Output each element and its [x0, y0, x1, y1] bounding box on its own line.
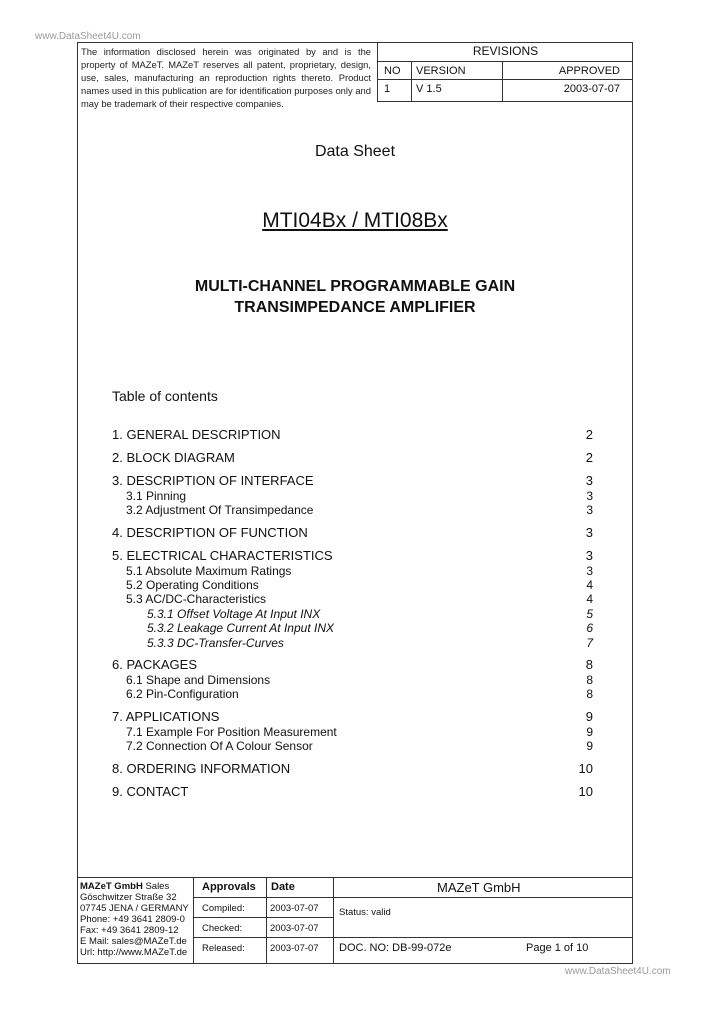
toc-entry-page: 4 — [586, 578, 593, 592]
footer-divider — [194, 917, 333, 918]
product-title: MTI04Bx / MTI08Bx — [262, 209, 448, 232]
toc-entry-label: 5.1 Absolute Maximum Ratings — [126, 564, 292, 578]
subtitle-line-2: TRANSIMPEDANCE AMPLIFIER — [234, 299, 476, 316]
toc-entry-page: 8 — [586, 673, 593, 687]
footer-company-sales — [80, 881, 169, 892]
footer-checked-date: 2003-07-07 — [270, 923, 319, 934]
toc-entry-label: 3. DESCRIPTION OF INTERFACE — [112, 473, 314, 488]
toc-entry-page: 9 — [586, 725, 593, 739]
footer-address1: Göschwitzer Straße 32 — [80, 892, 177, 903]
toc-entry-page: 3 — [586, 489, 593, 503]
toc-title: Table of contents — [112, 388, 218, 404]
toc-entry-page: 3 — [585, 525, 593, 540]
revisions-table — [377, 42, 633, 102]
toc-entry-page: 3 — [585, 548, 593, 563]
doc-type: Data Sheet — [314, 143, 396, 160]
toc-entry-label: 5.2 Operating Conditions — [126, 578, 259, 592]
footer-company-bold: MAZeT GmbH — [80, 881, 143, 892]
toc-entry-page: 9 — [585, 709, 593, 724]
toc-entry-label: 5.3 AC/DC-Characteristics — [126, 592, 267, 606]
footer-released-label: Released: — [202, 943, 245, 954]
toc-entry-label: 5.3.1 Offset Voltage At Input INX — [147, 607, 321, 621]
footer-url: Url: http://www.MAZeT.de — [80, 947, 188, 958]
footer-company-suffix: Sales — [142, 881, 170, 892]
revisions-row-version: V 1.5 — [416, 83, 442, 95]
toc-entry-page: 3 — [586, 564, 593, 578]
revisions-title: REVISIONS — [378, 42, 633, 62]
footer-released-date: 2003-07-07 — [270, 943, 319, 954]
footer-compiled-label: Compiled: — [202, 903, 245, 914]
toc-entry-page: 3 — [585, 473, 593, 488]
toc-entry-page: 3 — [586, 503, 593, 517]
subtitle-line-1: MULTI-CHANNEL PROGRAMMABLE GAIN — [194, 278, 516, 295]
toc-entry-label: 7.2 Connection Of A Colour Sensor — [126, 739, 313, 753]
toc-entry-page: 5 — [586, 607, 593, 621]
product-subtitle — [77, 276, 633, 318]
toc-entry-label: 6.1 Shape and Dimensions — [126, 673, 271, 687]
revisions-divider — [502, 61, 503, 102]
toc-entry-page: 9 — [586, 739, 593, 753]
toc-entry-label: 7. APPLICATIONS — [112, 709, 220, 724]
revisions-divider — [411, 61, 412, 102]
footer-address2: 07745 JENA / GERMANY — [80, 903, 189, 914]
revisions-col-version: VERSION — [416, 65, 466, 77]
toc-entry-label: 3.2 Adjustment Of Transimpedance — [126, 503, 314, 517]
toc-entry-page: 2 — [585, 450, 593, 465]
revisions-col-approved: APPROVED — [558, 65, 620, 77]
toc-entry-page: 10 — [578, 784, 593, 799]
revisions-col-no: NO — [384, 65, 401, 77]
footer-address-block — [77, 877, 194, 964]
footer-checked-label: Checked: — [202, 923, 243, 934]
toc-entry-label: 3.1 Pinning — [126, 489, 187, 503]
footer-divider — [194, 897, 633, 898]
toc-entry-page: 7 — [586, 636, 593, 650]
toc-entry-page: 8 — [585, 657, 593, 672]
toc-entry-label: 5.3.3 DC-Transfer-Curves — [147, 636, 284, 650]
footer-compiled-date: 2003-07-07 — [270, 903, 319, 914]
footer-status: Status: valid — [339, 907, 391, 918]
toc-entry-page: 8 — [586, 687, 593, 701]
footer-page-number: Page 1 of 10 — [526, 942, 589, 954]
toc-entry-label: 9. CONTACT — [112, 784, 189, 799]
footer-date-label: Date — [271, 881, 295, 893]
revisions-row-approved: 2003-07-07 — [563, 83, 620, 95]
toc-entry-label: 6.2 Pin-Configuration — [126, 687, 239, 701]
footer-divider — [266, 877, 267, 964]
toc-entry-page: 10 — [578, 761, 593, 776]
footer-email: E Mail: sales@MAZeT.de — [80, 936, 187, 947]
revisions-row-no: 1 — [384, 83, 391, 95]
toc-entry-label: 5.3.2 Leakage Current At Input INX — [147, 621, 335, 635]
footer-fax: Fax: +49 3641 2809-12 — [80, 925, 179, 936]
footer-divider — [333, 877, 334, 964]
toc-entry-label: 6. PACKAGES — [112, 657, 198, 672]
footer-phone: Phone: +49 3641 2809-0 — [80, 914, 185, 925]
watermark-top: www.DataSheet4U.com — [35, 31, 141, 42]
toc-entry-page: 4 — [586, 592, 593, 606]
watermark-bottom: www.DataSheet4U.com — [565, 966, 671, 977]
disclaimer-text: The information disclosed herein was originated by and is the property of MAZeT. MAZeT reserves all patent, proprietary, design, use, sales, manufacturing an reproduction rights thereto. Product names used in this publication are for identification purposes only and may be trademark of their respective companies. — [81, 46, 371, 109]
toc-entry-label: 4. DESCRIPTION OF FUNCTION — [112, 525, 308, 540]
toc-entry-page: 2 — [585, 427, 593, 442]
footer-company-name: MAZeT GmbH — [437, 880, 521, 895]
footer-divider — [194, 937, 633, 938]
toc-entry-label: 8. ORDERING INFORMATION — [112, 761, 291, 776]
toc-entry-page: 6 — [586, 621, 593, 635]
toc-entry-label: 2. BLOCK DIAGRAM — [112, 450, 235, 465]
toc-entry-label: 7.1 Example For Position Measurement — [126, 725, 337, 739]
footer-approvals-label: Approvals — [202, 881, 256, 893]
footer-doc-no: DOC. NO: DB-99-072e — [339, 942, 452, 954]
toc-entry-label: 5. ELECTRICAL CHARACTERISTICS — [112, 548, 333, 563]
toc-entry-label: 1. GENERAL DESCRIPTION — [112, 427, 281, 442]
